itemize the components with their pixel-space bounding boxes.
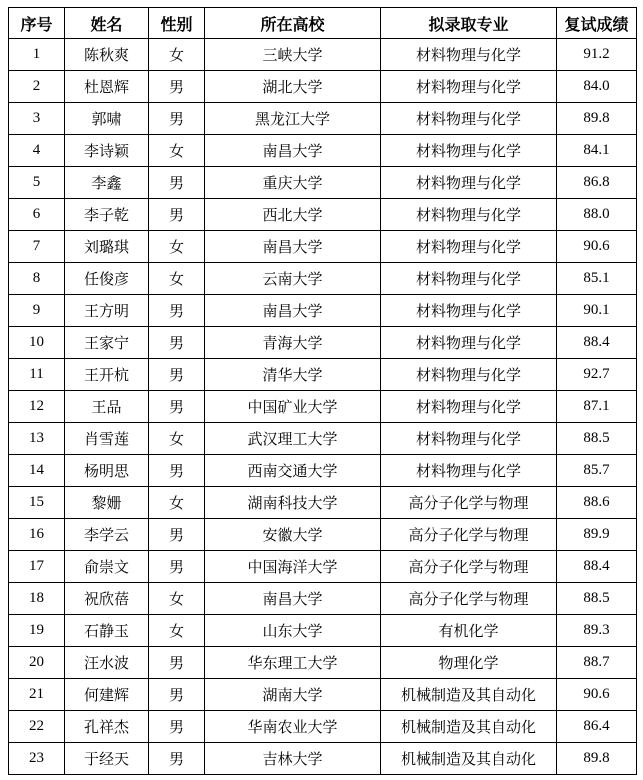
cell-name: 王品 xyxy=(65,391,149,423)
table-row xyxy=(9,711,637,743)
cell-name: 肖雪莲 xyxy=(65,423,149,455)
table-row xyxy=(9,199,637,231)
cell-gender: 女 xyxy=(149,423,205,455)
cell-major: 机械制造及其自动化 xyxy=(381,743,557,775)
table-row xyxy=(9,295,637,327)
cell-score: 88.4 xyxy=(557,551,637,583)
cell-index: 20 xyxy=(9,647,65,679)
cell-name: 孔祥杰 xyxy=(65,711,149,743)
cell-index: 5 xyxy=(9,167,65,199)
cell-gender: 男 xyxy=(149,103,205,135)
cell-score: 88.6 xyxy=(557,487,637,519)
cell-index: 13 xyxy=(9,423,65,455)
cell-name: 于经天 xyxy=(65,743,149,775)
cell-major: 材料物理与化学 xyxy=(381,135,557,167)
cell-school: 重庆大学 xyxy=(205,167,381,199)
table-row xyxy=(9,423,637,455)
cell-school: 西北大学 xyxy=(205,199,381,231)
cell-score: 84.0 xyxy=(557,71,637,103)
cell-school: 西南交通大学 xyxy=(205,455,381,487)
cell-school: 安徽大学 xyxy=(205,519,381,551)
cell-major: 材料物理与化学 xyxy=(381,391,557,423)
cell-school: 吉林大学 xyxy=(205,743,381,775)
cell-major: 材料物理与化学 xyxy=(381,103,557,135)
cell-score: 89.8 xyxy=(557,103,637,135)
cell-gender: 男 xyxy=(149,711,205,743)
cell-school: 华南农业大学 xyxy=(205,711,381,743)
cell-gender: 男 xyxy=(149,679,205,711)
cell-school: 湖南大学 xyxy=(205,679,381,711)
table-row xyxy=(9,455,637,487)
cell-gender: 女 xyxy=(149,39,205,71)
cell-school: 清华大学 xyxy=(205,359,381,391)
cell-index: 8 xyxy=(9,263,65,295)
cell-index: 2 xyxy=(9,71,65,103)
cell-index: 7 xyxy=(9,231,65,263)
table-row xyxy=(9,327,637,359)
cell-index: 6 xyxy=(9,199,65,231)
table-row xyxy=(9,551,637,583)
cell-major: 材料物理与化学 xyxy=(381,359,557,391)
cell-school: 三峡大学 xyxy=(205,39,381,71)
cell-index: 11 xyxy=(9,359,65,391)
cell-index: 10 xyxy=(9,327,65,359)
cell-gender: 女 xyxy=(149,583,205,615)
cell-school: 南昌大学 xyxy=(205,583,381,615)
cell-name: 李鑫 xyxy=(65,167,149,199)
cell-major: 高分子化学与物理 xyxy=(381,487,557,519)
cell-index: 18 xyxy=(9,583,65,615)
cell-name: 杜恩辉 xyxy=(65,71,149,103)
cell-score: 88.4 xyxy=(557,327,637,359)
cell-major: 高分子化学与物理 xyxy=(381,551,557,583)
cell-name: 石静玉 xyxy=(65,615,149,647)
cell-major: 有机化学 xyxy=(381,615,557,647)
cell-school: 云南大学 xyxy=(205,263,381,295)
cell-index: 1 xyxy=(9,39,65,71)
cell-gender: 男 xyxy=(149,199,205,231)
table-row xyxy=(9,679,637,711)
cell-score: 87.1 xyxy=(557,391,637,423)
cell-score: 88.0 xyxy=(557,199,637,231)
cell-name: 李诗颖 xyxy=(65,135,149,167)
cell-gender: 男 xyxy=(149,455,205,487)
cell-major: 机械制造及其自动化 xyxy=(381,679,557,711)
cell-score: 88.7 xyxy=(557,647,637,679)
cell-gender: 男 xyxy=(149,167,205,199)
cell-gender: 女 xyxy=(149,231,205,263)
cell-school: 华东理工大学 xyxy=(205,647,381,679)
cell-gender: 女 xyxy=(149,615,205,647)
cell-index: 17 xyxy=(9,551,65,583)
cell-index: 19 xyxy=(9,615,65,647)
cell-index: 9 xyxy=(9,295,65,327)
cell-name: 祝欣蓓 xyxy=(65,583,149,615)
table-row xyxy=(9,71,637,103)
cell-score: 85.1 xyxy=(557,263,637,295)
cell-major: 材料物理与化学 xyxy=(381,39,557,71)
cell-score: 85.7 xyxy=(557,455,637,487)
cell-index: 3 xyxy=(9,103,65,135)
cell-gender: 男 xyxy=(149,391,205,423)
cell-gender: 男 xyxy=(149,327,205,359)
cell-gender: 男 xyxy=(149,359,205,391)
cell-major: 机械制造及其自动化 xyxy=(381,711,557,743)
table-header xyxy=(9,8,637,39)
cell-score: 88.5 xyxy=(557,583,637,615)
cell-school: 湖南科技大学 xyxy=(205,487,381,519)
cell-index: 23 xyxy=(9,743,65,775)
cell-score: 89.3 xyxy=(557,615,637,647)
table-row xyxy=(9,583,637,615)
cell-school: 黑龙江大学 xyxy=(205,103,381,135)
cell-name: 杨明思 xyxy=(65,455,149,487)
cell-major: 材料物理与化学 xyxy=(381,231,557,263)
cell-major: 材料物理与化学 xyxy=(381,423,557,455)
cell-name: 李学云 xyxy=(65,519,149,551)
cell-school: 山东大学 xyxy=(205,615,381,647)
table-row xyxy=(9,647,637,679)
cell-name: 任俊彦 xyxy=(65,263,149,295)
table-row xyxy=(9,391,637,423)
cell-school: 南昌大学 xyxy=(205,135,381,167)
cell-school: 中国矿业大学 xyxy=(205,391,381,423)
cell-major: 材料物理与化学 xyxy=(381,199,557,231)
cell-score: 84.1 xyxy=(557,135,637,167)
header-major: 拟录取专业 xyxy=(381,8,557,39)
cell-score: 92.7 xyxy=(557,359,637,391)
cell-name: 郭啸 xyxy=(65,103,149,135)
cell-score: 86.4 xyxy=(557,711,637,743)
cell-name: 王开杭 xyxy=(65,359,149,391)
cell-name: 陈秋爽 xyxy=(65,39,149,71)
cell-index: 4 xyxy=(9,135,65,167)
header-row xyxy=(9,8,637,39)
table-row xyxy=(9,103,637,135)
cell-name: 汪水波 xyxy=(65,647,149,679)
cell-major: 材料物理与化学 xyxy=(381,455,557,487)
cell-gender: 男 xyxy=(149,519,205,551)
cell-gender: 男 xyxy=(149,295,205,327)
cell-gender: 男 xyxy=(149,551,205,583)
cell-index: 14 xyxy=(9,455,65,487)
cell-major: 材料物理与化学 xyxy=(381,295,557,327)
table-row xyxy=(9,167,637,199)
header-school: 所在高校 xyxy=(205,8,381,39)
cell-school: 武汉理工大学 xyxy=(205,423,381,455)
cell-index: 12 xyxy=(9,391,65,423)
cell-score: 86.8 xyxy=(557,167,637,199)
cell-gender: 男 xyxy=(149,743,205,775)
cell-school: 中国海洋大学 xyxy=(205,551,381,583)
cell-school: 南昌大学 xyxy=(205,231,381,263)
cell-major: 材料物理与化学 xyxy=(381,263,557,295)
table-row xyxy=(9,359,637,391)
cell-major: 材料物理与化学 xyxy=(381,167,557,199)
table-body xyxy=(9,39,637,775)
cell-gender: 男 xyxy=(149,647,205,679)
cell-name: 王家宁 xyxy=(65,327,149,359)
cell-school: 南昌大学 xyxy=(205,295,381,327)
cell-score: 89.8 xyxy=(557,743,637,775)
cell-school: 青海大学 xyxy=(205,327,381,359)
header-name: 姓名 xyxy=(65,8,149,39)
cell-gender: 女 xyxy=(149,487,205,519)
cell-score: 90.6 xyxy=(557,679,637,711)
cell-major: 高分子化学与物理 xyxy=(381,519,557,551)
cell-score: 90.1 xyxy=(557,295,637,327)
admission-table xyxy=(8,7,637,775)
header-score: 复试成绩 xyxy=(557,8,637,39)
header-gender: 性别 xyxy=(149,8,205,39)
cell-gender: 女 xyxy=(149,263,205,295)
cell-name: 王方明 xyxy=(65,295,149,327)
cell-score: 90.6 xyxy=(557,231,637,263)
cell-index: 21 xyxy=(9,679,65,711)
cell-score: 91.2 xyxy=(557,39,637,71)
cell-score: 88.5 xyxy=(557,423,637,455)
cell-name: 俞崇文 xyxy=(65,551,149,583)
cell-name: 刘璐琪 xyxy=(65,231,149,263)
cell-name: 黎姗 xyxy=(65,487,149,519)
table-row xyxy=(9,231,637,263)
cell-gender: 男 xyxy=(149,71,205,103)
cell-major: 物理化学 xyxy=(381,647,557,679)
cell-gender: 女 xyxy=(149,135,205,167)
table-row xyxy=(9,135,637,167)
cell-major: 材料物理与化学 xyxy=(381,71,557,103)
cell-major: 高分子化学与物理 xyxy=(381,583,557,615)
cell-score: 89.9 xyxy=(557,519,637,551)
table-row xyxy=(9,743,637,775)
table-row xyxy=(9,615,637,647)
header-index: 序号 xyxy=(9,8,65,39)
cell-school: 湖北大学 xyxy=(205,71,381,103)
cell-index: 15 xyxy=(9,487,65,519)
cell-major: 材料物理与化学 xyxy=(381,327,557,359)
table-row xyxy=(9,39,637,71)
table-row xyxy=(9,263,637,295)
cell-name: 李子乾 xyxy=(65,199,149,231)
cell-name: 何建辉 xyxy=(65,679,149,711)
cell-index: 22 xyxy=(9,711,65,743)
table-row xyxy=(9,519,637,551)
table-row xyxy=(9,487,637,519)
cell-index: 16 xyxy=(9,519,65,551)
